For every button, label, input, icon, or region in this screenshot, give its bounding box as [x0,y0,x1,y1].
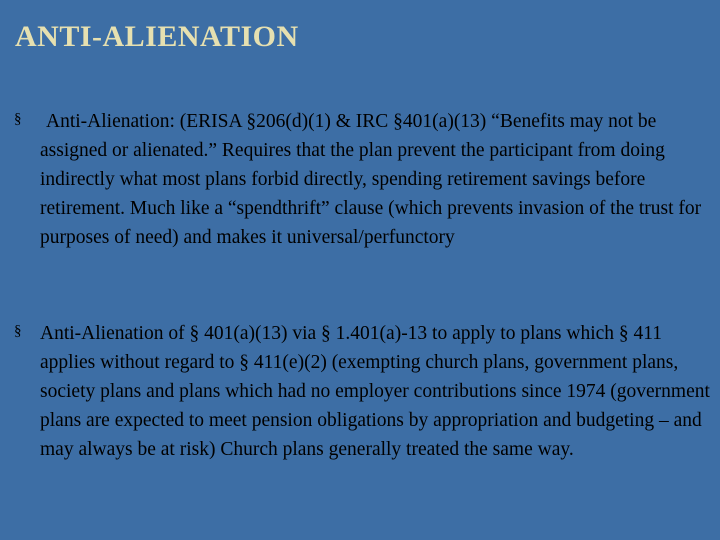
bullet-text: Anti-Alienation: (ERISA §206(d)(1) & IRC §401(a)(13) “Benefits may not be assigned or alienated.” Requires that the plan prevent the participant from doing indirectly what most plans forbid directly, spending retirement savings before retirement. Much like a “spendthrift” clause (which prevents invasion of the trust for purposes of need) and makes it universal/perfunctory [40,111,702,248]
bullet-item [14,107,714,252]
bullet-item [14,319,714,464]
bullet-marker-icon: § [14,323,22,339]
bullet-text: Anti-Alienation of § 401(a)(13) via § 1.401(a)-13 to apply to plans which § 411 applies without regard to § 411(e)(2) (exempting church plans, government plans, society plans and plans which had no employer contributions since 1974 (government plans are expected to meet pension obligations by appropriation and budgeting – and may always be at risk) Church plans generally treated the same way. [40,323,710,460]
bullet-marker-icon: § [14,111,22,127]
slide-title: ANTI-ALIENATION [15,20,299,53]
